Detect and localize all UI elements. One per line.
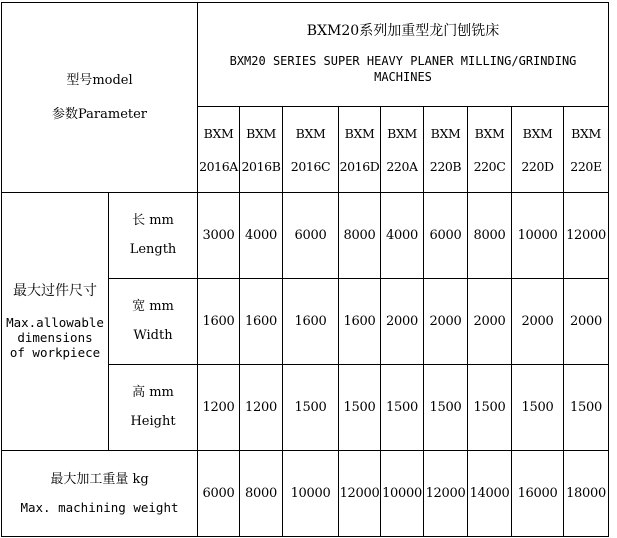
value-cell: 1600 [198,279,240,365]
model-header-cell: BXM 2016D [339,107,381,193]
value-cell: 2000 [424,279,468,365]
value-cell: 12000 [564,193,609,279]
model-header-cell: BXM 2016B [240,107,283,193]
value-cell: 4000 [240,193,283,279]
value-cell: 16000 [512,451,564,537]
value-cell: 8000 [339,193,381,279]
value-cell: 2000 [564,279,609,365]
value-cell: 1500 [512,365,564,451]
max-dims-en-1: Max.allowable [6,314,104,330]
row-label-length: 长 mm Length [109,193,198,279]
table-title [198,3,609,107]
model-header-cell: BXM 220A [381,107,424,193]
model-header-cell: BXM 220B [424,107,468,193]
value-cell: 3000 [198,193,240,279]
max-dimensions-group-label [2,193,109,451]
value-cell: 10000 [283,451,339,537]
value-cell: 1600 [283,279,339,365]
value-cell: 1500 [424,365,468,451]
title-en: BXM20 SERIES SUPER HEAVY PLANER MILLING/GRINDING MACHINES [229,54,577,85]
value-cell: 12000 [424,451,468,537]
model-parameter-header [2,3,198,193]
value-cell: 1200 [240,365,283,451]
value-cell: 10000 [381,451,424,537]
value-cell: 1500 [564,365,609,451]
value-cell: 1200 [198,365,240,451]
row-label-weight: 最大加工重量 kg Max. machining weight [2,451,198,537]
value-cell: 6000 [198,451,240,537]
value-cell: 1500 [339,365,381,451]
max-dims-en-3: of workpiece [9,344,101,360]
title-row [2,3,609,107]
value-cell: 8000 [468,193,512,279]
model-header-cell: BXM 220E [564,107,609,193]
value-cell: 1600 [339,279,381,365]
value-cell: 14000 [468,451,512,537]
value-cell: 2000 [468,279,512,365]
value-cell: 12000 [339,451,381,537]
value-cell: 2000 [512,279,564,365]
model-header-cell: BXM 220C [468,107,512,193]
table-row [2,193,609,279]
model-header-cell: BXM 220D [512,107,564,193]
model-header-cell: BXM 2016A [198,107,240,193]
value-cell: 6000 [424,193,468,279]
parameter-label: 参数Parameter [51,106,148,122]
value-cell: 2000 [381,279,424,365]
row-label-height: 高 mm Height [109,365,198,451]
value-cell: 1600 [240,279,283,365]
row-label-width: 宽 mm Width [109,279,198,365]
value-cell: 1500 [381,365,424,451]
table-row [2,451,609,537]
value-cell: 4000 [381,193,424,279]
max-dims-en-2: dimensions [17,329,93,345]
spec-table [1,2,609,537]
value-cell: 18000 [564,451,609,537]
model-label: 型号model [66,72,133,88]
value-cell: 8000 [240,451,283,537]
value-cell: 1500 [468,365,512,451]
value-cell: 1500 [283,365,339,451]
model-header-cell: BXM 2016C [283,107,339,193]
max-dims-zh: 最大过件尺寸 [13,283,97,300]
title-zh: BXM20系列加重型龙门刨铣床 [306,23,500,40]
value-cell: 10000 [512,193,564,279]
value-cell: 6000 [283,193,339,279]
